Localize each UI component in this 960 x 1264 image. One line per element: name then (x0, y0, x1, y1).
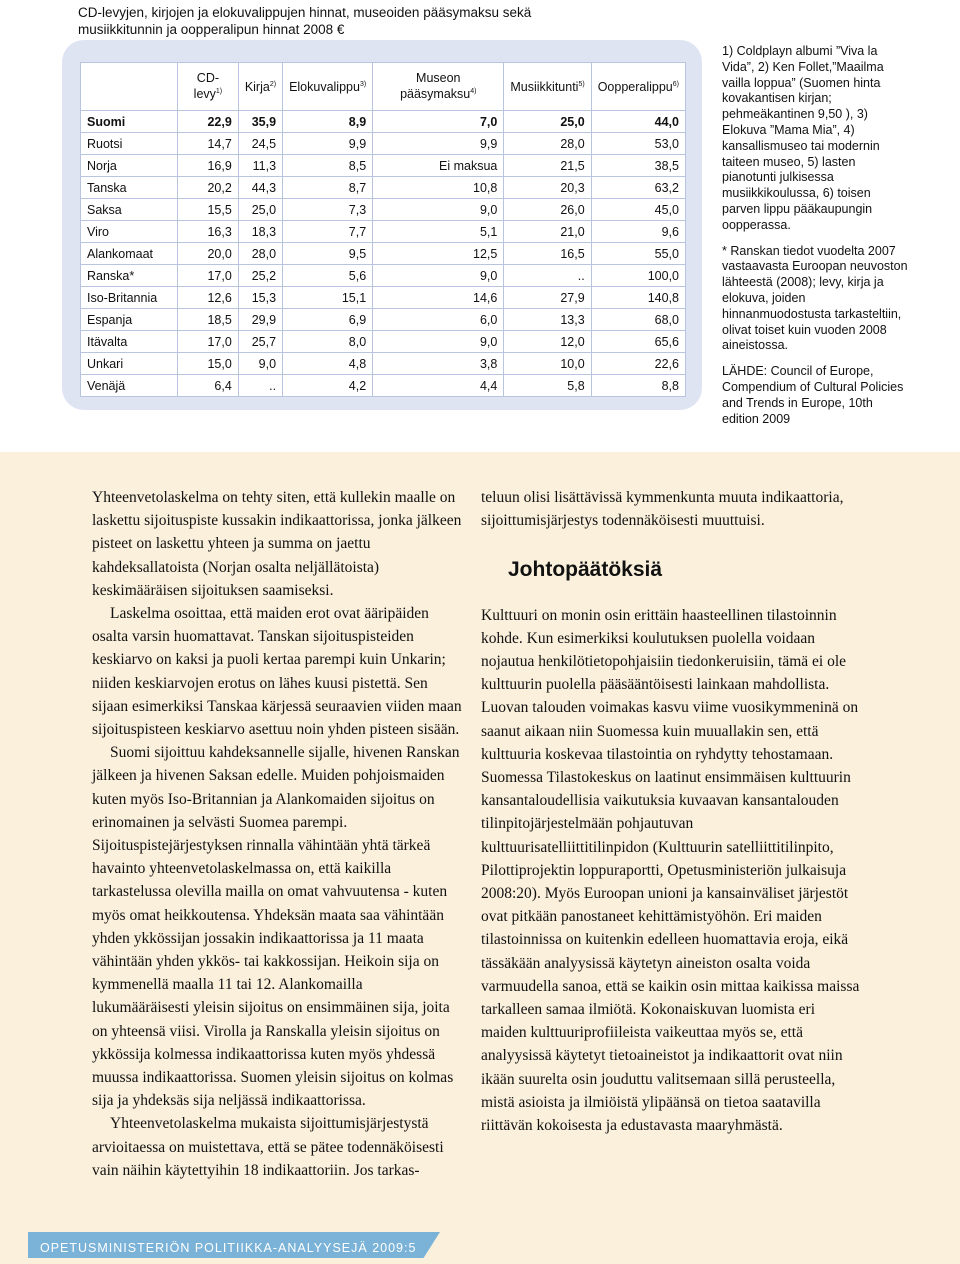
value-cell: 44,3 (238, 177, 282, 199)
table-row (81, 243, 686, 265)
value-cell: 22,6 (591, 353, 685, 375)
value-cell: 22,9 (178, 111, 239, 133)
value-cell: .. (238, 375, 282, 397)
section-heading: Johtopäätöksiä (508, 558, 663, 582)
table-row (81, 133, 686, 155)
column-header-footnote: 3) (359, 81, 367, 89)
value-cell: 5,1 (373, 221, 504, 243)
value-cell: 100,0 (591, 265, 685, 287)
value-cell: 20,3 (504, 177, 591, 199)
value-cell: 12,0 (504, 331, 591, 353)
value-cell: 140,8 (591, 287, 685, 309)
value-cell: 7,3 (283, 199, 373, 221)
table-row (81, 177, 686, 199)
country-cell: Norja (81, 155, 178, 177)
column-header (238, 63, 282, 111)
value-cell: 24,5 (238, 133, 282, 155)
value-cell: 8,8 (591, 375, 685, 397)
column-header-footnote: 1) (215, 88, 223, 96)
value-cell: 14,7 (178, 133, 239, 155)
value-cell: 4,4 (373, 375, 504, 397)
column-header-label: Oopperalippu (597, 80, 673, 95)
value-cell: 15,3 (238, 287, 282, 309)
column-header (591, 63, 685, 111)
table-row (81, 353, 686, 375)
column-header-footnote: 2) (269, 81, 277, 89)
value-cell: 25,0 (504, 111, 591, 133)
paragraph-continuation: teluun olisi lisättävissä kymmenkunta muuta indikaattoria, sijoittumisjärjestys todennäköisesti muuttuisi. (481, 489, 844, 530)
value-cell: 17,0 (178, 265, 239, 287)
value-cell: 28,0 (238, 243, 282, 265)
value-cell: 9,5 (283, 243, 373, 265)
country-cell: Tanska (81, 177, 178, 199)
value-cell: 3,8 (373, 353, 504, 375)
country-cell: Espanja (81, 309, 178, 331)
value-cell: 14,6 (373, 287, 504, 309)
value-cell: 17,0 (178, 331, 239, 353)
table-row (81, 309, 686, 331)
value-cell: 35,9 (238, 111, 282, 133)
table-header-row (81, 63, 686, 111)
country-cell: Ruotsi (81, 133, 178, 155)
country-cell: Saksa (81, 199, 178, 221)
value-cell: 9,9 (283, 133, 373, 155)
column-header-label: Kirja (244, 80, 270, 95)
footer-text: OPETUSMINISTERIÖN POLITIIKKA-ANALYYSEJÄ 2009:5 (40, 1241, 417, 1255)
value-cell: 68,0 (591, 309, 685, 331)
value-cell: 9,0 (373, 265, 504, 287)
value-cell: 10,0 (504, 353, 591, 375)
column-header-label: Museon pääsymaksu (400, 71, 471, 102)
column-header-footnote: 5) (578, 81, 585, 89)
value-cell: 11,3 (238, 155, 282, 177)
column-header (373, 63, 504, 111)
value-cell: 63,2 (591, 177, 685, 199)
right-column (481, 486, 861, 1137)
column-header-footnote: 4) (470, 88, 477, 96)
country-cell: Iso-Britannia (81, 287, 178, 309)
value-cell: 16,5 (504, 243, 591, 265)
value-cell: 29,9 (238, 309, 282, 331)
value-cell: 13,3 (504, 309, 591, 331)
paragraph: Suomi sijoittuu kahdeksannelle sijalle, hivenen Ranskan jälkeen ja hivenen Saksan edelle. Muiden pohjoismaiden kuten myös Iso-Britannian ja Alankomaiden sijoitus on erinomainen ja selvästi Suomea parempi. Sijoituspistejärjestyksen rinnalla vähintään yhtä tärkeä havainto yhteenvetolaskelmassa on, että kaikilla tarkastelussa olevilla mailla on omat vahvuutensa - kuten myös omat heikkoutensa. Yhdeksän maata saa vähintään yhden ykkössijan jossakin indikaattorissa ja 11 maata vähintään yhden ykkös- tai kakkossijan. Heikoin sija on kymmenellä maalla 11 tai 12. Alankomailla lukumääräisesti yleisin sijoitus on ensimmäinen sija, joita on yhteensä viisi. Virolla ja Ranskalla yleisin sijoitus on ykkössija kolmessa indikaattorissa kuten myös yhdessä muussa indikaattorissa. Suomen yleisin sijoitus on kolmas sija ja yhdeksäs sija neljässä indikaattorissa. (92, 744, 460, 1110)
value-cell: 21,5 (504, 155, 591, 177)
paragraph: Laskelma osoittaa, että maiden erot ovat ääripäiden osalta varsin huomattavat. Tanskan sijoituspisteiden keskiarvo on kaksi ja puoli kertaa parempi kuin Unkarin; niiden keskiarvojen erotus on lähes kuusi pistettä. Sen sijaan esimerkiksi Tanskaa kärjessä seuraavien viiden maan sijoituspisteen keskiarvo asettuu noin yhden pisteen sisään. (92, 605, 462, 739)
column-header (178, 63, 239, 111)
table-row (81, 111, 686, 133)
table-row (81, 199, 686, 221)
paragraph: Kulttuuri on monin osin erittäin haasteellinen tilastoinnin kohde. Kun esimerkiksi koulutuksen puolella voidaan nojautua henkilötietopohjaisiin tiedonkeruisiin, tämä ei ole kulttuurin puolella pääsääntöisesti lainkaan mahdollista. Luovan talouden voimakas kasvu viime vuosikymmeninä on saanut aikaan niin Suomessa kuin muuallakin sen, että kulttuuria koskevaa tilastointia on ryhdytty tehostamaan. Suomessa Tilastokeskus on laatinut ensimmäisen kulttuurin kansantaloudellisia vaikutuksia kuvaavan kansantalouden tilinpitojärjestelmään pohjautuvan kulttuurisatelliittitilinpidon (Kulttuurin satelliittitilinpito, Pilottiprojektin loppuraportti, Opetusministeriön julkaisuja 2008:20). Myös Euroopan unioni ja kansainväliset järjestöt ovat pitkään panostaneet kehittämistyöhön. Eri maiden tilastoinnissa on kuitenkin edelleen huomattavia eroja, eikä tässäkään analyysissä käytetyn aineiston osalta voida varmuudella sanoa, että se kaikin osin mittaa kaikissa maissa tarkalleen samaa ilmiötä. Kokonaiskuvan luomista eri maiden kulttuuriprofiileista vaikeuttaa myös se, että analyysissä käytetyt tietoaineistot ja indikaattorit ovat niin ikään suurelta osin jouduttu valitsemaan sillä perusteella, mistä asioista ja ilmiöistä ylipäänsä on tietoa saatavilla riittävän kokoisesta ja edustavasta maaryhmästä. (481, 606, 860, 1135)
value-cell: 7,0 (373, 111, 504, 133)
column-header-label: Musiikkitunti (510, 80, 579, 95)
value-cell: 8,9 (283, 111, 373, 133)
france-note: * Ranskan tiedot vuodelta 2007 vastaavasta Euroopan neuvoston lähteestä (2008); levy, kirja ja elokuva, joiden hinnanmuodostusta tarkasteltiin, olivat toiset kuin vuoden 2008 aineistossa. (722, 243, 908, 353)
value-cell: 6,9 (283, 309, 373, 331)
value-cell: 15,0 (178, 353, 239, 375)
value-cell: 9,0 (238, 353, 282, 375)
side-notes (722, 44, 912, 437)
column-header-label: CD-levy (193, 71, 220, 102)
country-cell: Itävalta (81, 331, 178, 353)
value-cell: 16,3 (178, 221, 239, 243)
value-cell: 18,5 (178, 309, 239, 331)
country-cell: Suomi (81, 111, 178, 133)
country-cell: Unkari (81, 353, 178, 375)
country-cell: Ranska* (81, 265, 178, 287)
paragraph: Yhteenvetolaskelma mukaista sijoittumisjärjestystä arvioitaessa on muistettava, että se pätee todennäköisesti vain näihin käytettyihin 18 indikaattoriin. Jos tarkas- (92, 1115, 444, 1179)
table-caption: CD-levyjen, kirjojen ja elokuvalippujen hinnat, museoiden pääsymaksu sekä musiikkitunnin ja oopperalipun hinnat 2008 € (78, 5, 532, 37)
value-cell: 44,0 (591, 111, 685, 133)
value-cell: 9,0 (373, 331, 504, 353)
table-row (81, 155, 686, 177)
value-cell: 55,0 (591, 243, 685, 265)
value-cell: 26,0 (504, 199, 591, 221)
column-header-label: Elokuvalippu (289, 80, 360, 95)
value-cell: 65,6 (591, 331, 685, 353)
value-cell: 9,6 (591, 221, 685, 243)
value-cell: 45,0 (591, 199, 685, 221)
value-cell: 15,5 (178, 199, 239, 221)
value-cell: 18,3 (238, 221, 282, 243)
table-row (81, 375, 686, 397)
paragraph: Yhteenvetolaskelma on tehty siten, että kullekin maalle on laskettu sijoituspiste kussakin indikaattorissa, jonka jälkeen pisteet on laskettu yhteen ja summa on jaettu kahdeksallatoista (Norjan osalta neljällätoista) keskimääräisen sijoituksen saamiseksi. (92, 489, 462, 599)
value-cell: 12,6 (178, 287, 239, 309)
table-row (81, 287, 686, 309)
value-cell: 21,0 (504, 221, 591, 243)
value-cell: 5,6 (283, 265, 373, 287)
value-cell: 7,7 (283, 221, 373, 243)
value-cell: 9,0 (373, 199, 504, 221)
value-cell: 20,0 (178, 243, 239, 265)
value-cell: .. (504, 265, 591, 287)
value-cell: 12,5 (373, 243, 504, 265)
value-cell: 9,9 (373, 133, 504, 155)
country-cell: Venäjä (81, 375, 178, 397)
value-cell: 8,7 (283, 177, 373, 199)
value-cell: Ei maksua (373, 155, 504, 177)
table-row (81, 331, 686, 353)
value-cell: 27,9 (504, 287, 591, 309)
value-cell: 5,8 (504, 375, 591, 397)
value-cell: 16,9 (178, 155, 239, 177)
value-cell: 28,0 (504, 133, 591, 155)
value-cell: 4,8 (283, 353, 373, 375)
price-table (80, 62, 686, 397)
value-cell: 15,1 (283, 287, 373, 309)
column-header (504, 63, 591, 111)
value-cell: 53,0 (591, 133, 685, 155)
value-cell: 8,5 (283, 155, 373, 177)
column-header (283, 63, 373, 111)
value-cell: 8,0 (283, 331, 373, 353)
value-cell: 6,4 (178, 375, 239, 397)
source-note: LÄHDE: Council of Europe, Compendium of Cultural Policies and Trends in Europe, 10th edition 2009 (722, 364, 904, 426)
value-cell: 4,2 (283, 375, 373, 397)
table-corner-cell (81, 63, 178, 111)
country-cell: Viro (81, 221, 178, 243)
value-cell: 25,0 (238, 199, 282, 221)
column-header-footnote: 6) (672, 81, 679, 89)
table-row (81, 265, 686, 287)
footnotes-text: 1) Coldplayn albumi ”Viva la Vida”, 2) Ken Follet,”Maailma vailla loppua” (Suomen hinta kovakantisen kirjan; pehmeäkantinen 9,50 ), 3) Elokuva ”Mama Mia”, 4) kansallismuseo tai modernin taiteen museo, 5) lasten pianotunti julkisessa musiikkikoulussa, 6) toisen parven lippu pääkaupungin oopperassa. (722, 44, 884, 232)
value-cell: 6,0 (373, 309, 504, 331)
country-cell: Alankomaat (81, 243, 178, 265)
value-cell: 38,5 (591, 155, 685, 177)
value-cell: 25,7 (238, 331, 282, 353)
value-cell: 25,2 (238, 265, 282, 287)
value-cell: 20,2 (178, 177, 239, 199)
value-cell: 10,8 (373, 177, 504, 199)
table-row (81, 221, 686, 243)
left-column (92, 486, 462, 1182)
